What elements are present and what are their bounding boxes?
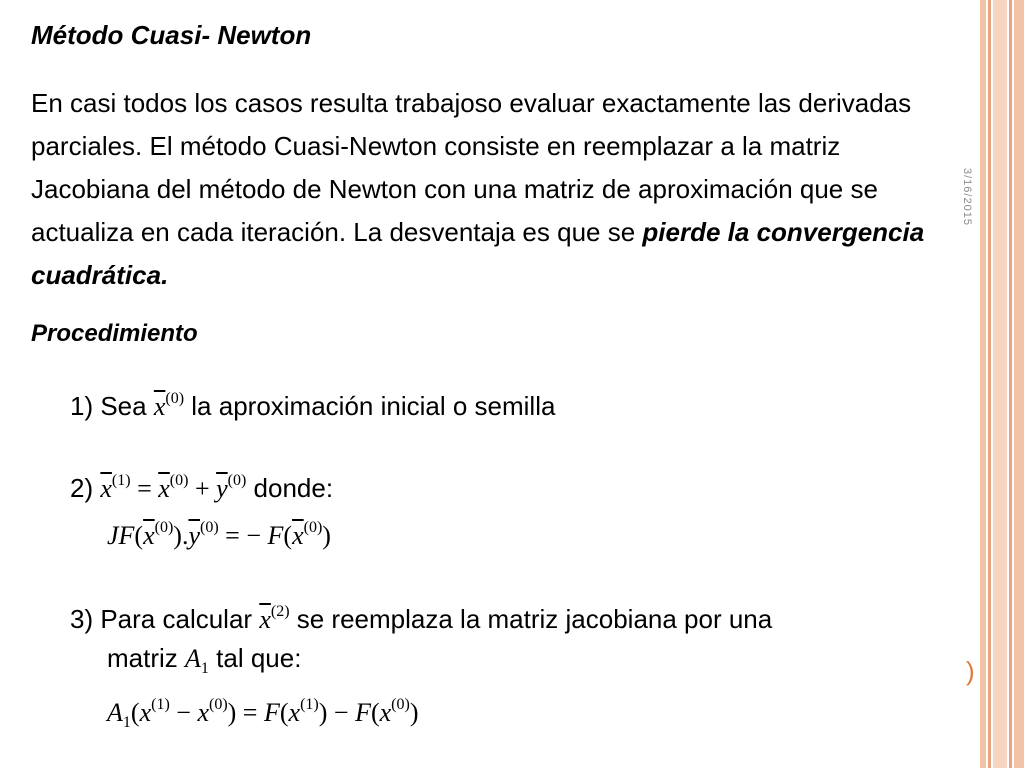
step-2-suffix: donde: <box>253 473 334 503</box>
procedure-title: Procedimiento <box>31 320 198 347</box>
paragraph-text: En casi todos los casos resulta trabajoso evaluar exactamente las derivadas parciales. El método Cuasi-Newton consiste en reemplazar a la matriz Jacobiana del método de Newton con una matriz de aproximación que se actualiza en cada iteración. La desventaja es que se <box>31 88 912 247</box>
stripe <box>1009 0 1012 768</box>
corner-decoration: ) <box>966 656 975 686</box>
step-3-line2-prefix: matriz <box>107 643 178 673</box>
stripe <box>988 0 991 768</box>
step-3-prefix: 3) Para calcular <box>70 604 253 634</box>
formula-x0: $\overline{x}^{(0)}$ <box>153 390 185 421</box>
step-2 <box>70 464 333 506</box>
formula-a1: $A_1$ <box>185 644 209 677</box>
slide-date: 3/16/2015 <box>961 168 973 226</box>
step-2-prefix: 2) <box>70 473 94 503</box>
stripe <box>980 0 986 768</box>
step-1 <box>70 382 555 424</box>
decorative-stripes <box>980 0 1024 768</box>
formula-update: $\overline{x}^{(1)} = \overline{x}^{(0)} + \overline{y}^{(0)}$ <box>100 472 247 503</box>
formula-x2: $\overline{x}^{(2)}$ <box>259 603 290 634</box>
step-3-line-2 <box>107 641 301 686</box>
formula-jacobian-system: $JF(\overline{x}^{(0)}).\overline{y}^{(0)}$ = − $F(\overline{x}^{(0)})$ <box>107 519 331 550</box>
formula-secant-condition: $A_1(x^{(1)} - x^{(0)}) = F(x^{(1)}) - F(x^{(0)})$ <box>107 696 419 731</box>
slide-title: Método Cuasi- Newton <box>31 20 312 50</box>
step-3-line2-suffix: tal que: <box>216 643 302 673</box>
step-3-suffix: se reemplaza la matriz jacobiana por una <box>296 604 773 634</box>
step-1-suffix: la aproximación inicial o semilla <box>191 391 556 421</box>
intro-paragraph <box>31 82 931 297</box>
step-3 <box>70 595 772 637</box>
step-1-prefix: 1) Sea <box>70 391 147 421</box>
stripe <box>993 0 1007 768</box>
stripe <box>1014 0 1024 768</box>
paragraph-emphasis: pierde la convergencia cuadrática. <box>31 217 925 290</box>
